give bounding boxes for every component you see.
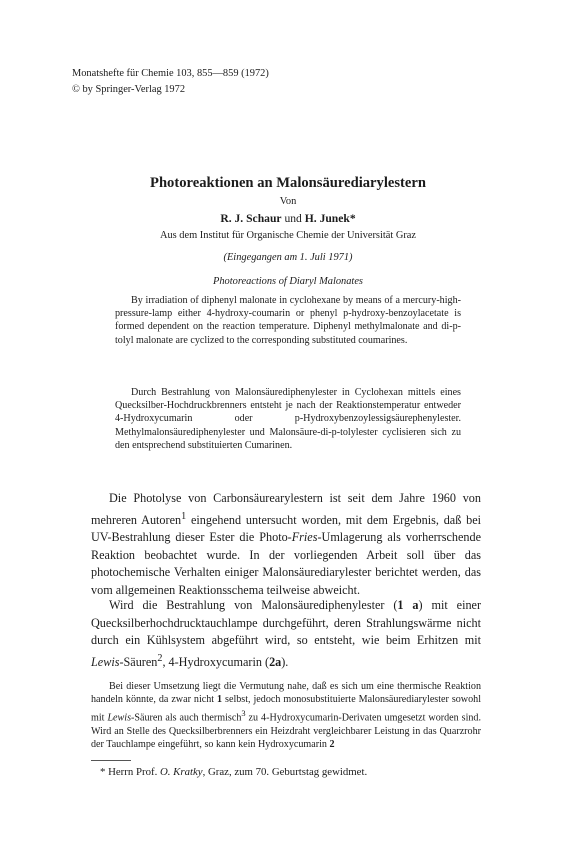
name-kratky: O. Kratky bbox=[159, 766, 203, 778]
author-connector: und bbox=[284, 212, 302, 225]
footnote: * Herrn Prof. O. Kratky, Graz, zum 70. Geburtstag gewidmet. bbox=[100, 766, 368, 778]
compound-2a: 2a bbox=[269, 654, 282, 669]
author-junek: H. Junek* bbox=[304, 212, 356, 225]
body-paragraph-1: Die Photolyse von Carbonsäurearylestern ist seit dem Jahre 1960 von mehreren Autoren$^1$ eingehend untersucht worden, mit dem Ergebnis, daß bei UV-Bestrahlung dieser Ester die Photo-Fries-Umlagerung als vorherrschende Reaktion beobachtet wurde. In der vorliegenden Arbeit soll über das photochemische Verhalten einiger Malonsäurediarylester berichtet werden, das vom allgemeinen Reaktionsschema teilweise abweicht. bbox=[91, 491, 481, 598]
body-paragraph-2: Wird die Bestrahlung von Malonsäurediphenylester (1 a) mit einer Quecksilberhochdrucktauchlampe durchgeführt, deren Strahlungswärme nicht durch ein Kühlsystem abgeführt wird, so entsteht, wie beim Erhitzen mit Lewis-Säuren$^2$, 4-Hydroxycumarin (2a). bbox=[91, 598, 482, 669]
name-lewis-2: Lewis bbox=[107, 712, 131, 724]
author-schaur: R. J. Schaur bbox=[220, 212, 282, 225]
body-paragraph-3: Bei dieser Umsetzung liegt die Vermutung nahe, daß es sich um eine thermische Reaktion handeln könnte, da zwar nicht 1 selbst, jedoch monosubstituierte Malonsäurediarylester sowohl mit Lewis-Säuren als auch thermisch$^3$ zu 4-Hydroxycumarin-Derivaten umgesetzt worden sind. Wird an Stelle des Quecksilberbrenners ein Heizdraht vergleichbarer Leistung in das Quarzrohr der Tauchlampe eingeführt, so kann kein Hydroxycumarin 2 bbox=[91, 681, 482, 750]
footnote-rule bbox=[91, 760, 131, 761]
paper-title: Photoreaktionen an Malonsäurediarylestern bbox=[150, 175, 426, 191]
name-lewis: Lewis bbox=[91, 654, 120, 669]
journal-header bbox=[72, 66, 269, 98]
received-date: (Eingegangen am 1. Juli 1971) bbox=[223, 252, 353, 263]
compound-2: 2 bbox=[329, 738, 335, 750]
english-abstract-title: Photoreactions of Diaryl Malonates bbox=[213, 276, 363, 287]
compound-1: 1 bbox=[217, 694, 223, 706]
reference-1: 1 bbox=[181, 510, 187, 522]
copyright-line: © by Springer-Verlag 1972 bbox=[72, 84, 186, 95]
abstract-german: Durch Bestrahlung von Malonsäurediphenylester in Cyclohexan mittels eines Quecksilber-Hochdruckbrenners entsteht je nach der Reaktionstemperatur entweder 4-Hydroxycumarin oder p-Hydroxybenzoylessigsäurephenylester. Methylmalonsäurediphenylester und Malonsäure-di-p-tolylester cyclisieren sich zu den entsprechend substituierten Cumarinen. bbox=[115, 387, 461, 451]
author-line bbox=[0, 212, 576, 225]
abstract-english: By irradiation of diphenyl malonate in cyclohexane by means of a mercury-high-pressure-lamp either 4-hydroxy-coumarin or phenyl p-hydroxy-benzoylacetate is formed dependent on the reaction temperature. Diphenyl methylmalonate and di-p-tolyl malonate are cyclized to the corresponding substituted coumarines. bbox=[115, 295, 461, 346]
reference-3: 3 bbox=[241, 708, 246, 718]
name-fries: Fries bbox=[291, 530, 318, 545]
byline-von: Von bbox=[279, 196, 297, 207]
journal-citation: Monatshefte für Chemie 103, 855—859 (1972) bbox=[72, 68, 269, 79]
institute: Aus dem Institut für Organische Chemie der Universität Graz bbox=[159, 230, 417, 241]
compound-1a: 1 a bbox=[397, 598, 419, 612]
reference-2: 2 bbox=[157, 652, 163, 664]
